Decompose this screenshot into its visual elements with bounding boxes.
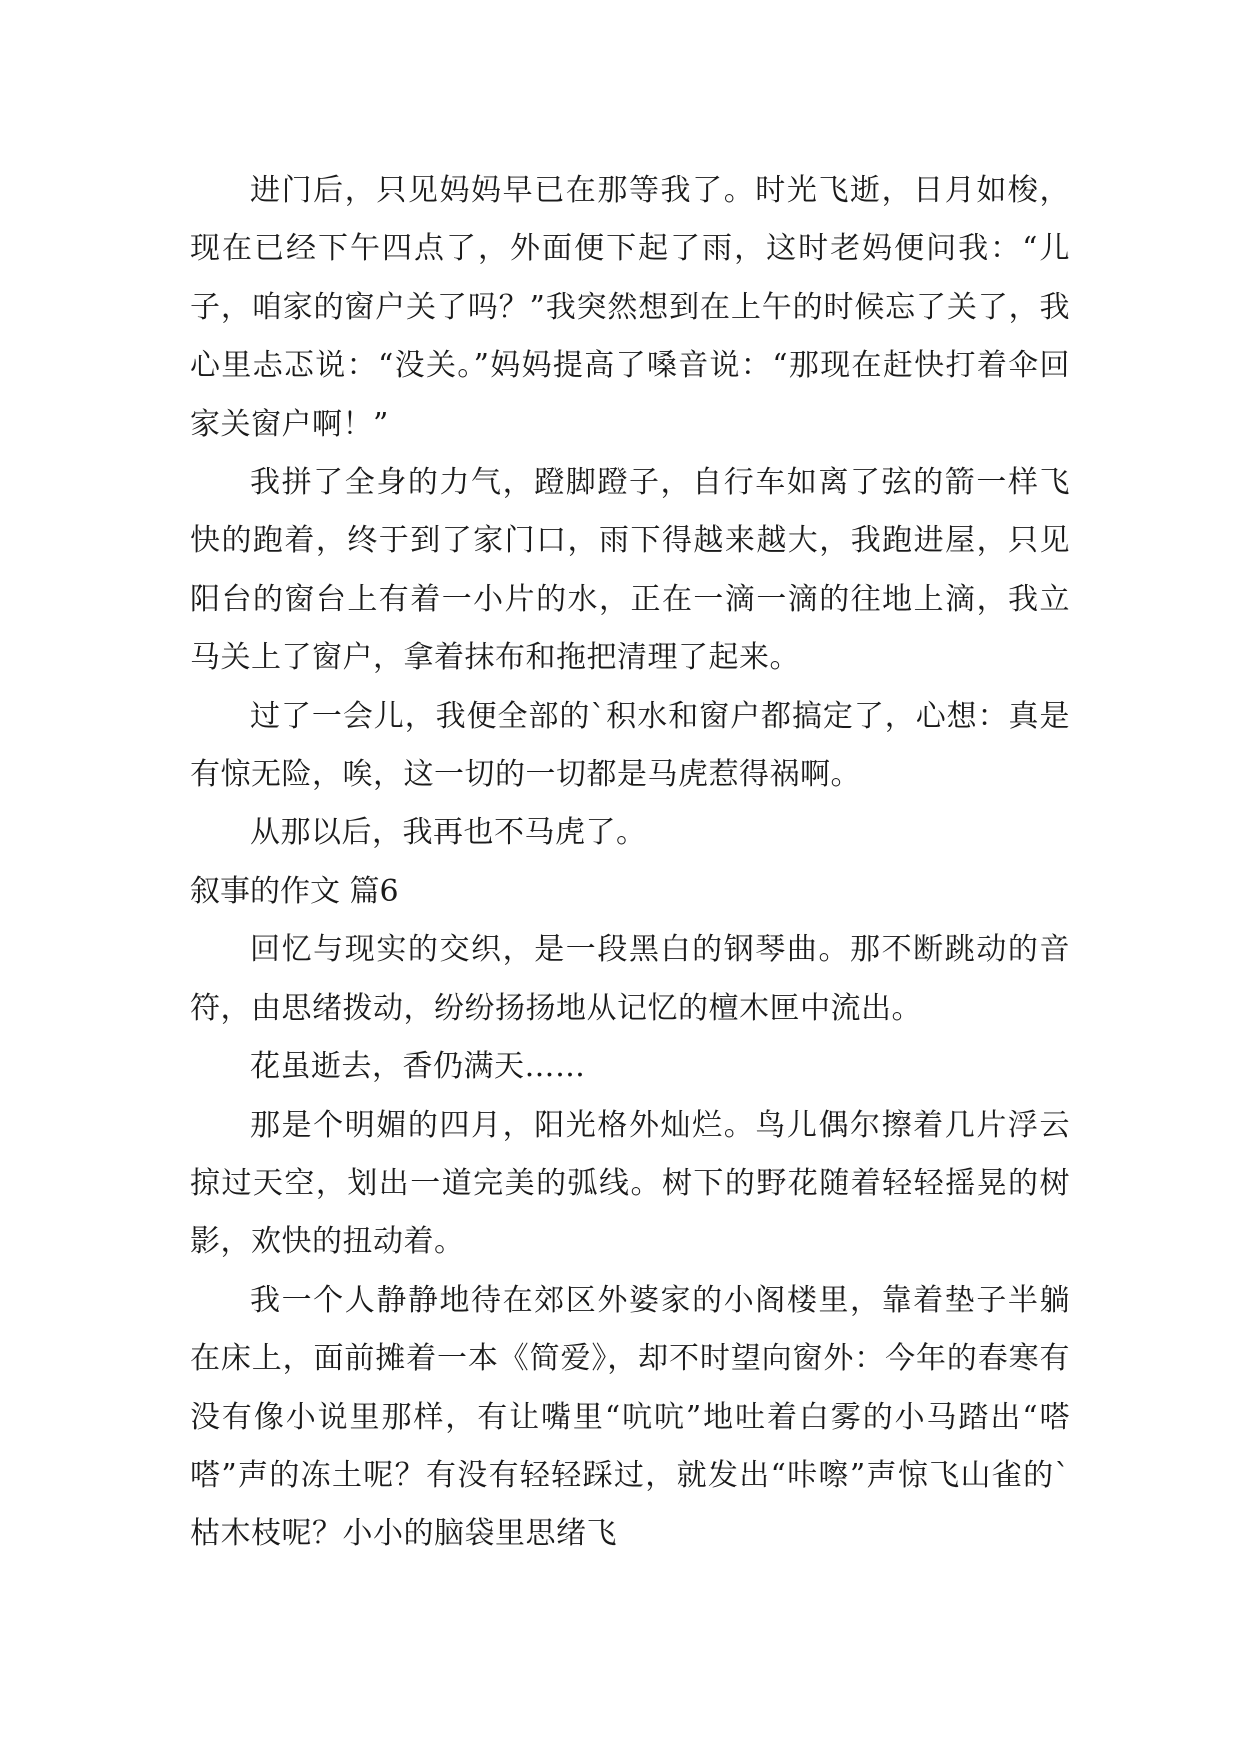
paragraph: 我拼了全身的力气，蹬脚蹬子，自行车如离了弦的箭一样飞快的跑着，终于到了家门口，雨下得越来越大，我跑进屋，只见阳台的窗台上有着一小片的水，正在一滴一滴的往地上滴，我立马关上了窗户，拿着抹布和拖把清理了起来。	[190, 465, 1070, 676]
section-heading: 叙事的作文 篇6	[190, 873, 399, 909]
paragraph: 花虽逝去，香仍满天……	[250, 1049, 586, 1085]
paragraph: 那是个明媚的四月，阳光格外灿烂。鸟儿偶尔擦着几片浮云掠过天空，划出一道完美的弧线。树下的野花随着轻轻摇晃的树影，欢快的扭动着。	[190, 1107, 1070, 1260]
document-body	[190, 162, 1070, 1564]
paragraph: 从那以后，我再也不马虎了。	[250, 815, 647, 851]
paragraph: 我一个人静静地待在郊区外婆家的小阁楼里，靠着垫子半躺在床上，面前摊着一本《简爱》，却不时望向窗外：今年的春寒有没有像小说里那样，有让嘴里“吭吭”地吐着白雾的小马踏出“嗒嗒”声的冻土呢？有没有轻轻踩过，就发出“咔嚓”声惊飞山雀的`枯木枝呢？小小的脑袋里思绪飞	[190, 1282, 1070, 1552]
paragraph: 进门后，只见妈妈早已在那等我了。时光飞逝，日月如梭，现在已经下午四点了，外面便下起了雨，这时老妈便问我：“儿子，咱家的窗户关了吗？”我突然想到在上午的时候忘了关了，我心里忐忑说：“没关。”妈妈提高了嗓音说：“那现在赶快打着伞回家关窗户啊！”	[190, 173, 1070, 442]
paragraph: 过了一会儿，我便全部的`积水和窗户都搞定了，心想：真是有惊无险，唉，这一切的一切都是马虎惹得祸啊。	[190, 698, 1070, 793]
paragraph: 回忆与现实的交织，是一段黑白的钢琴曲。那不断跳动的音符，由思绪拨动，纷纷扬扬地从记忆的檀木匣中流出。	[190, 932, 1070, 1026]
